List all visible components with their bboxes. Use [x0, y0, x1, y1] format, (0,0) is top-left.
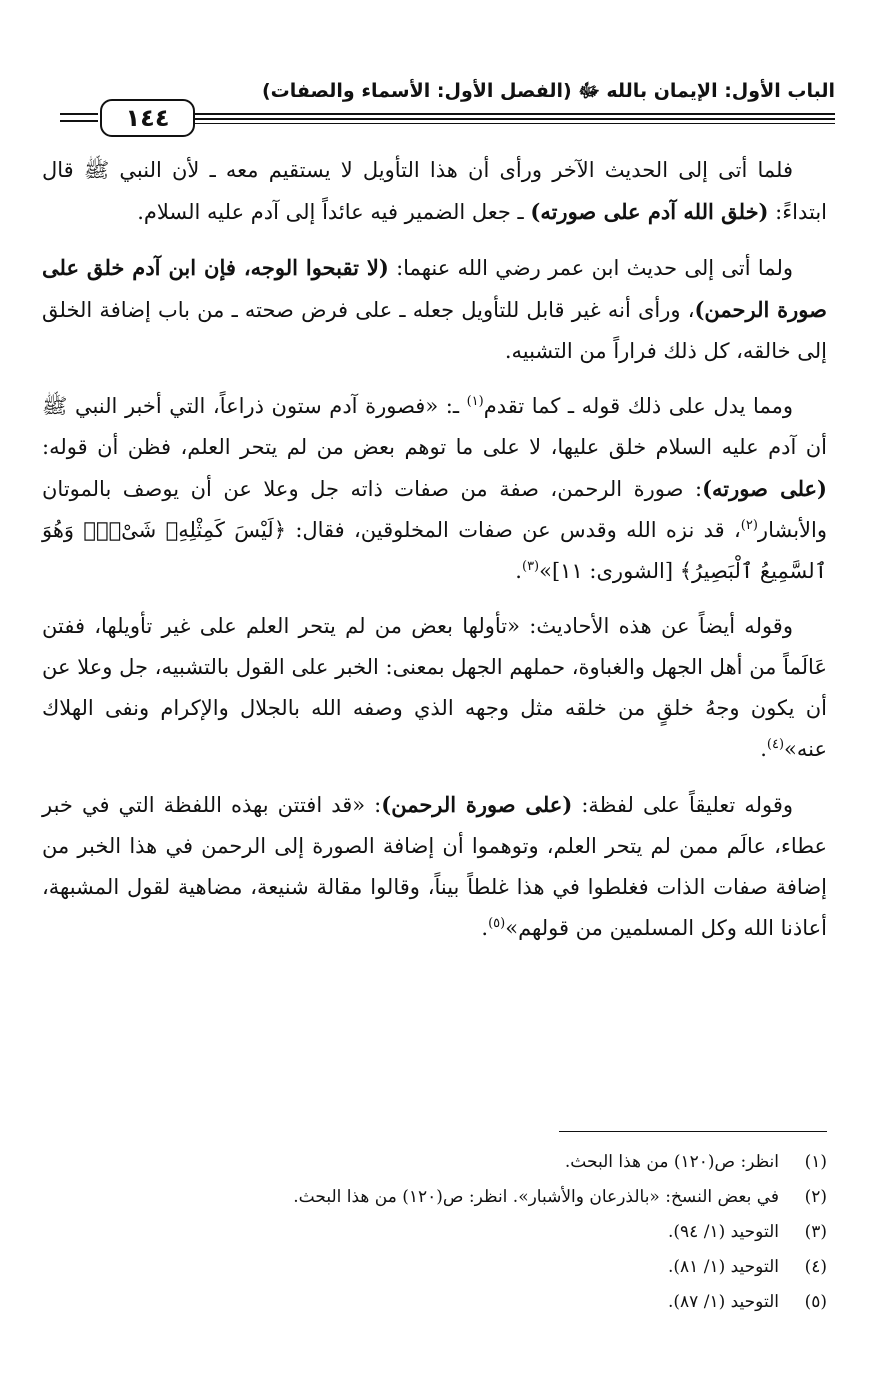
header-rule	[145, 118, 835, 120]
paragraph-1	[42, 150, 827, 233]
footnote-number: (١)	[804, 1152, 827, 1172]
footnote-item	[42, 1215, 827, 1250]
bold-quote: (على صورته)	[702, 476, 827, 501]
paragraph-4	[42, 606, 827, 770]
bold-quote: (على صورة الرحمن)	[381, 792, 573, 817]
paragraph-5	[42, 784, 827, 949]
footnote-text: التوحيد (١/ ٨٧).	[667, 1292, 779, 1312]
bold-quote: (خلق الله آدم على صورته)	[530, 199, 769, 224]
footnote-item	[42, 1285, 827, 1320]
footnote-item	[42, 1180, 827, 1215]
text-segment: فلما أتى إلى الحديث الآخر ورأى أن هذا التأويل لا يستقيم معه ـ لأن النبي ﷺ قال ابتداءً:	[42, 158, 827, 224]
header-rule	[145, 123, 835, 124]
footnote-reference: (١)	[466, 394, 484, 409]
text-segment: .	[760, 737, 767, 761]
running-head: الباب الأول: الإيمان بالله ﷻ (الفصل الأول: الأسماء والصفات)	[261, 80, 835, 102]
footnote-number: (٣)	[804, 1222, 827, 1242]
page-number: ١٤٤	[100, 99, 195, 137]
text-segment: ومما يدل على ذلك قوله ـ كما تقدم	[483, 394, 793, 418]
page-number-rule	[60, 113, 98, 115]
footnote-number: (٤)	[804, 1257, 827, 1277]
text-segment: .	[515, 559, 522, 583]
footnote-text: في بعض النسخ: «بالذرعان والأشبار». انظر: ص(١٢٠) من هذا البحث.	[293, 1187, 779, 1207]
text-segment: ـ: «فصورة آدم ستون ذراعاً، التي أخبر النبي ﷺ أن آدم عليه السلام خلق عليها، لا على ما توهم بعض من لم يتحر العلم، فظن أن قوله:	[42, 394, 827, 459]
paragraph-3	[42, 386, 827, 592]
text-segment: : «قد افتتن بهذه اللفظة التي في خبر عطاء، عالَم ممن لم يتحر العلم، وتوهموا أن إضافة الصورة إلى الرحمن في هذا الخبر من إضافة صفات الذات فغلطوا في هذا غلطاً بيناً، وقالوا مقالة شنيعة، مضاهية لقول المشبهة، أعاذنا الله وكل المسلمين من قولهم»	[42, 793, 827, 940]
paragraph-2	[42, 247, 827, 372]
footnote-text: التوحيد (١/ ٩٤).	[667, 1222, 779, 1242]
footnote-separator	[559, 1131, 827, 1132]
footnote-number: (٢)	[804, 1187, 827, 1207]
text-segment: وقوله أيضاً عن هذه الأحاديث: «تأولها بعض من لم يتحر العلم على غير تأويلها، ففتن عَالَماً من أهل الجهل والغباوة، حملهم الجهل بمعنى: الخبر على القول بالتشبيه، جل وعلا عن أن يكون وجهُ خلقٍ من خلقه مثل وجهه الذي وصفه الله بالجلال والإكرام ونفى الهلاك عنه»	[42, 614, 827, 761]
page-number-rule	[60, 120, 98, 122]
text-segment: وقوله تعليقاً على لفظة:	[572, 793, 794, 817]
footnote-reference: (٤)	[766, 737, 785, 752]
text-segment: ولما أتى إلى حديث ابن عمر رضي الله عنهما:	[388, 256, 793, 280]
text-segment: ، قد نزه الله وقدس عن صفات المخلوقين، فقال: ﴿لَيْسَ كَمِثْلِهِۦ شَىْءٌۖ وَهُوَ ٱلسَّمِيعُ ٱلْبَصِيرُ﴾ [الشورى: ١١]»	[42, 518, 827, 583]
footnote-reference: (٢)	[740, 518, 758, 533]
footnote-reference: (٥)	[488, 916, 506, 931]
main-text	[42, 150, 827, 963]
footnotes	[42, 1145, 827, 1320]
text-segment: ـ جعل الضمير فيه عائداً إلى آدم عليه السلام.	[137, 200, 531, 224]
text-segment: : صورة الرحمن، صفة من صفات ذاته جل وعلا عن أن يوصف بالموتان والأبشار	[42, 477, 827, 542]
footnote-text: انظر: ص(١٢٠) من هذا البحث.	[564, 1152, 779, 1172]
header-rule	[145, 113, 835, 115]
footnote-item	[42, 1250, 827, 1285]
text-segment: ، ورأى أنه غير قابل للتأويل جعله ـ على فرض صحته ـ من باب إضافة الخلق إلى خالقه، كل ذلك فراراً من التشبيه.	[42, 298, 827, 363]
bold-quote: (لا تقبحوا الوجه، فإن ابن آدم خلق على صورة الرحمن)	[42, 255, 827, 322]
footnote-reference: (٣)	[521, 559, 540, 574]
footnote-item	[42, 1145, 827, 1180]
footnote-text: التوحيد (١/ ٨١).	[667, 1257, 779, 1277]
text-segment: .	[481, 916, 489, 940]
footnote-number: (٥)	[804, 1292, 827, 1312]
